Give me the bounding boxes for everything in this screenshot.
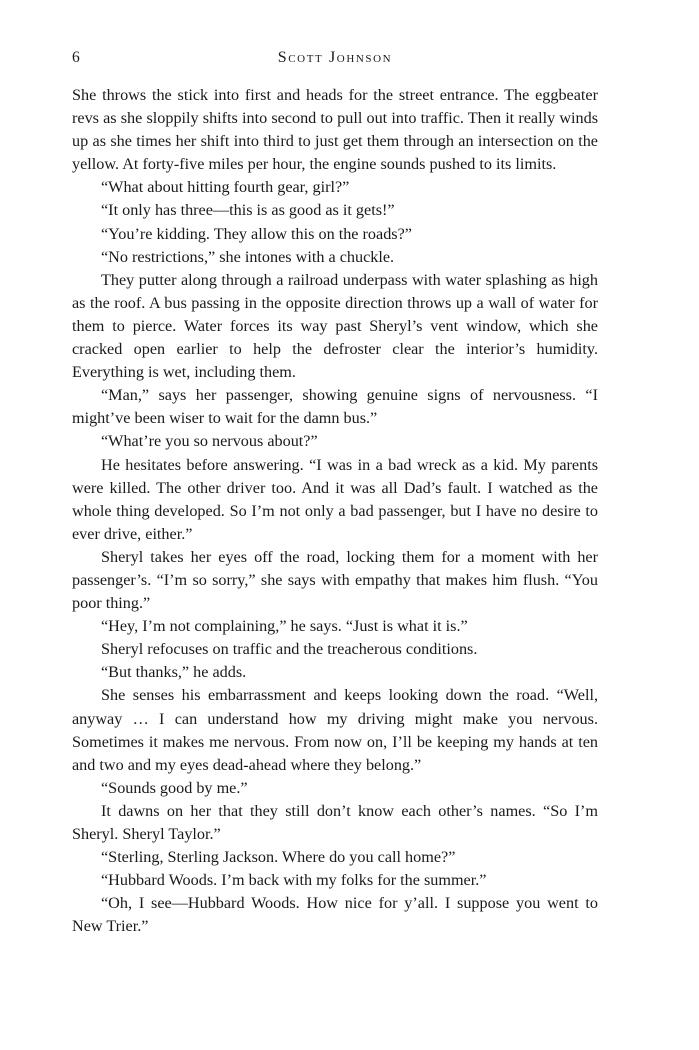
paragraph: “Oh, I see—Hubbard Woods. How nice for y’all. I suppose you went to New Trier.” — [72, 894, 598, 936]
running-title: Scott Johnson — [277, 49, 393, 66]
paragraph: “What about hitting fourth gear, girl?” — [101, 178, 350, 197]
paragraph: Sheryl takes her eyes off the road, locking them for a moment with her passenger’s. “I’m so sorry,” she says with empathy that makes him flush. “You poor thing.” — [72, 547, 598, 613]
paragraph: “Hubbard Woods. I’m back with my folks for the summer.” — [101, 871, 487, 890]
paragraph: It dawns on her that they still don’t know each other’s names. “So I’m Sheryl. Sheryl Taylor.” — [72, 801, 598, 843]
page-number: 6 — [72, 49, 80, 66]
paragraph: “You’re kidding. They allow this on the roads?” — [101, 224, 412, 243]
paragraph: “But thanks,” he adds. — [101, 663, 247, 682]
paragraph: “Sterling, Sterling Jackson. Where do you call home?” — [101, 848, 456, 867]
paragraph: She throws the stick into first and heads for the street entrance. The eggbeater revs as she sloppily shifts into second to pull out into traffic. Then it really winds up as she times her shift into third to just get them through an intersection on the yellow. At forty-five miles per hour, the engine sounds pushed to its limits. — [72, 86, 598, 174]
paragraph: They putter along through a railroad underpass with water splashing as high as the roof. A bus passing in the opposite direction throws up a wall of water for them to pierce. Water forces its way past Sheryl’s vent window, which she cracked open earlier to help the defroster clear the interior’s humidity. Everything is wet, including them. — [72, 270, 598, 382]
paragraph: “Man,” says her passenger, showing genuine signs of nervousness. “I might’ve been wiser to wait for the damn bus.” — [72, 386, 598, 428]
paragraph: “Hey, I’m not complaining,” he says. “Just is what it is.” — [101, 617, 468, 636]
paragraph: “It only has three—this is as good as it gets!” — [101, 201, 395, 220]
paragraph: “No restrictions,” she intones with a chuckle. — [101, 247, 395, 266]
book-page — [72, 0, 598, 1050]
paragraph: “Sounds good by me.” — [101, 778, 248, 797]
paragraph: Sheryl refocuses on traffic and the treacherous conditions. — [101, 640, 478, 659]
paragraph: “What’re you so nervous about?” — [101, 432, 318, 451]
running-head — [72, 49, 598, 69]
paragraph: He hesitates before answering. “I was in a bad wreck as a kid. My parents were killed. The other driver too. And it was all Dad’s fault. I watched as the whole thing developed. So I’m not only a bad passenger, but I have no desire to ever drive, either.” — [72, 455, 598, 543]
body-text — [72, 84, 598, 938]
paragraph: She senses his embarrassment and keeps looking down the road. “Well, anyway … I can understand how my driving might make you nervous. Sometimes it makes me nervous. From now on, I’ll be keeping my hands at ten and two and my eyes dead-ahead where they belong.” — [72, 686, 598, 774]
